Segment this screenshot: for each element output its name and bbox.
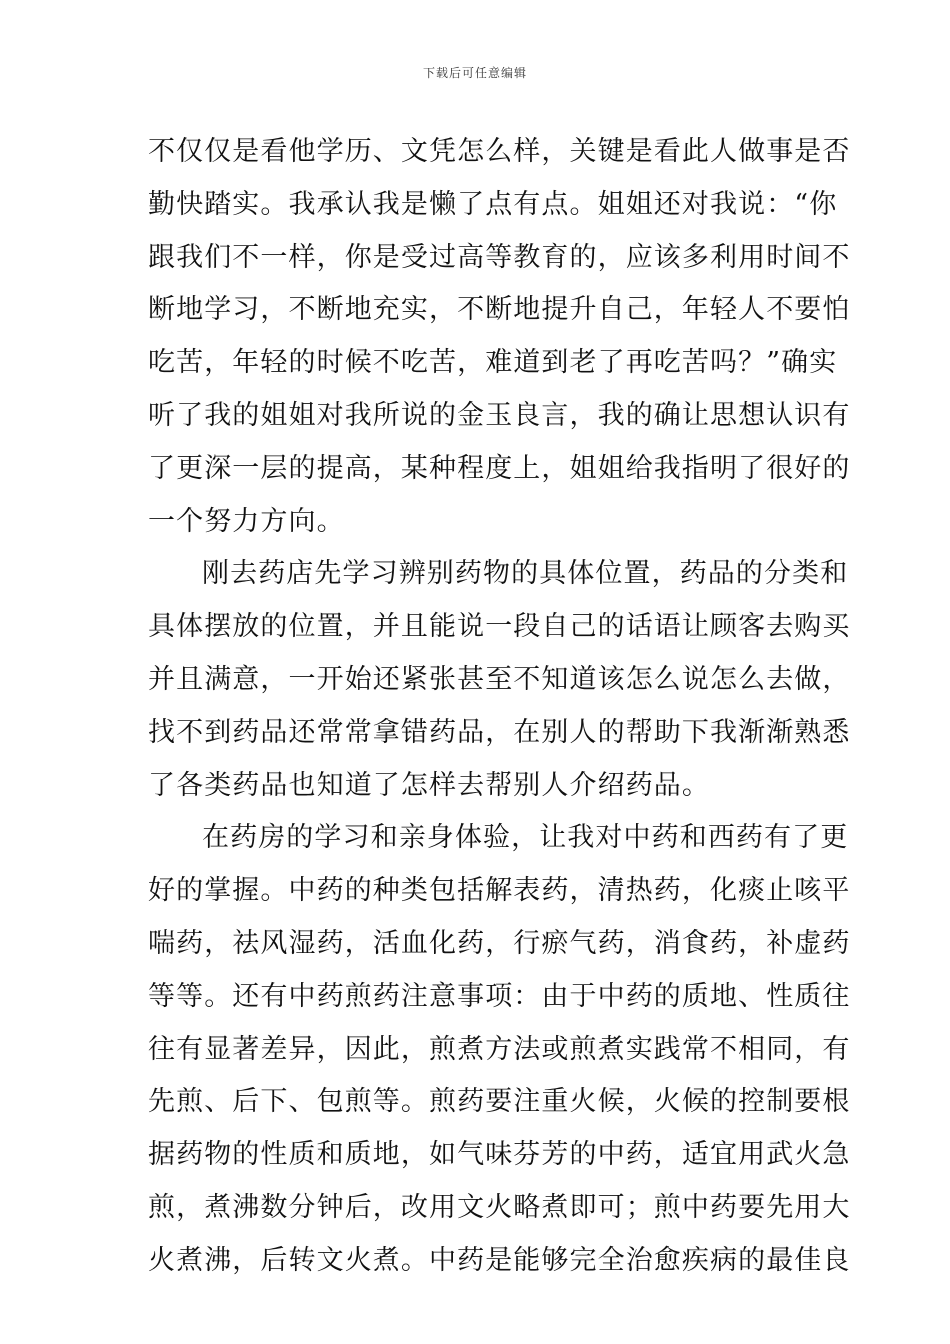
text-line: 了各类药品也知道了怎样去帮别人介绍药品。	[148, 769, 710, 801]
text-line: 先煎、后下、包煎等。煎药要注重火候，火候的控制要根	[148, 1086, 851, 1118]
paragraph-first-line: 在药房的学习和亲身体验，让我对中药和西药有了更	[202, 822, 849, 854]
text-line: 一个努力方向。	[148, 505, 345, 537]
text-line: 断地学习，不断地充实，不断地提升自己，年轻人不要怕	[148, 294, 851, 326]
text-line: 火煮沸，后转文火煮。中药是能够完全治愈疾病的最佳良	[148, 1244, 851, 1276]
text-line: 并且满意，一开始还紧张甚至不知道该怎么说怎么去做，	[148, 663, 851, 695]
text-line: 往有显著差异，因此，煎煮方法或煎煮实践常不相同，有	[148, 1033, 851, 1065]
paragraph-first-line: 刚去药店先学习辨别药物的具体位置，药品的分类和	[202, 558, 849, 590]
text-line: 据药物的性质和质地，如气味芬芳的中药，适宜用武火急	[148, 1139, 851, 1171]
page-header: 下载后可任意编辑	[422, 66, 527, 80]
text-line: 勤快踏实。我承认我是懒了点有点。姐姐还对我说：“你	[148, 188, 838, 220]
text-line: 好的掌握。中药的种类包括解表药，清热药，化痰止咳平	[148, 875, 851, 907]
text-line: 等等。还有中药煎药注意事项：由于中药的质地、性质往	[148, 980, 851, 1012]
text-line: 煎，煮沸数分钟后，改用文火略煮即可；煎中药要先用大	[148, 1191, 851, 1223]
text-line: 了更深一层的提高，某种程度上，姐姐给我指明了很好的	[148, 452, 851, 484]
text-line: 具体摆放的位置，并且能说一段自己的话语让顾客去购买	[148, 611, 851, 643]
text-line: 听了我的姐姐对我所说的金玉良言，我的确让思想认识有	[148, 399, 851, 431]
document-body	[148, 126, 851, 1288]
text-line: 不仅仅是看他学历、文凭怎么样，关键是看此人做事是否	[148, 136, 851, 167]
text-line: 跟我们不一样，你是受过高等教育的，应该多利用时间不	[148, 241, 851, 273]
text-line: 喘药，祛风湿药，活血化药，行瘀气药，消食药，补虚药	[148, 927, 851, 959]
text-line: 找不到药品还常常拿错药品，在别人的帮助下我渐渐熟悉	[148, 716, 851, 748]
text-line: 吃苦，年轻的时候不吃苦，难道到老了再吃苦吗？”确实	[148, 347, 838, 379]
